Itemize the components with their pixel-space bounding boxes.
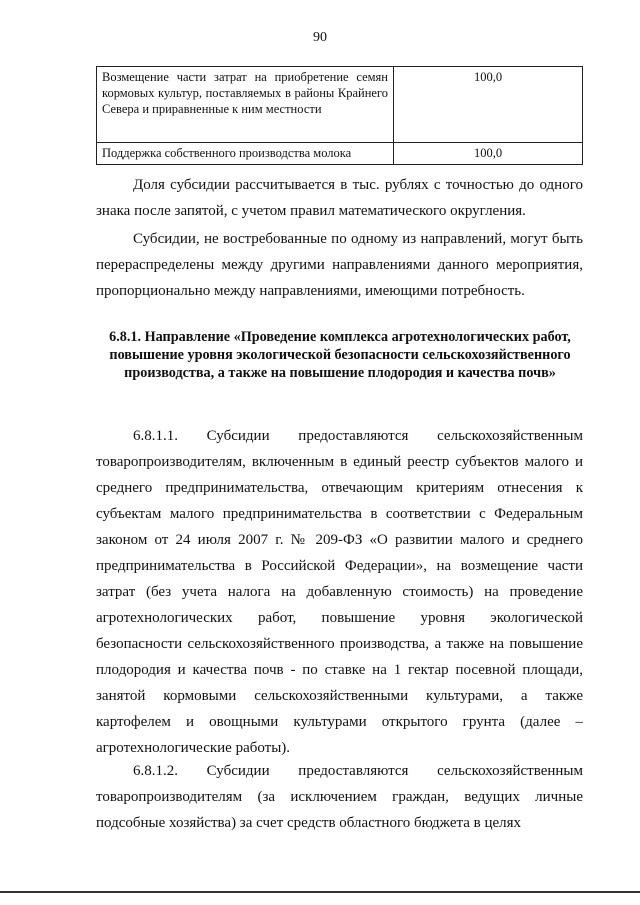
table-cell-value: 100,0 <box>394 67 583 143</box>
table-row <box>97 143 583 165</box>
table-cell-value: 100,0 <box>394 143 583 165</box>
table-row <box>97 67 583 143</box>
clause-6-8-1-1: 6.8.1.1. Субсидии предоставляются сельскохозяйственным товаропроизводителям, включенным в единый реестр субъектов малого и среднего предпринимательства, отвечающим критериям отнесения к субъектам малого предпринимательства в соответствии с Федеральным законом от 24 июля 2007 г. № 209-ФЗ «О развитии малого и среднего предпринимательства в Российской Федерации», на возмещение части затрат (без учета налога на добавленную стоимость) на проведение агротехнологических работ, повышение уровня экологической безопасности сельскохозяйственного производства, а также на повышение плодородия и качества почв - по ставке на 1 гектар посевной площади, занятой кормовыми сельскохозяйственными культурами, а также картофелем и овощными культурами открытого грунта (далее – агротехнологические работы). <box>96 428 583 756</box>
table-cell-name: Возмещение части затрат на приобретение семян кормовых культур, поставляемых в районы Крайнего Севера и приравненные к ним местности <box>97 67 394 143</box>
paragraph-share-calculation: Доля субсидии рассчитывается в тыс. рублях с точностью до одного знака после запятой, с учетом правил математического округления. <box>96 177 583 219</box>
table-cell-name: Поддержка собственного производства молока <box>97 143 394 165</box>
clause-6-8-1-2: 6.8.1.2. Субсидии предоставляются сельскохозяйственным товаропроизводителям (за исключением граждан, ведущих личные подсобные хозяйства) за счет средств областного бюджета в целях <box>96 763 583 831</box>
subsidy-table <box>96 66 583 165</box>
page-number: 90 <box>313 30 327 45</box>
section-heading: 6.8.1. Направление «Проведение комплекса агротехнологических работ, повышение уровня экологической безопасности сельскохозяйственного производства, а также на повышение плодородия и качества почв» <box>109 329 571 381</box>
bottom-rule <box>0 891 640 893</box>
paragraph-redistribution: Субсидии, не востребованные по одному из направлений, могут быть перераспределены между другими направлениями данного мероприятия, пропорционально между направлениями, имеющими потребность. <box>96 231 583 299</box>
